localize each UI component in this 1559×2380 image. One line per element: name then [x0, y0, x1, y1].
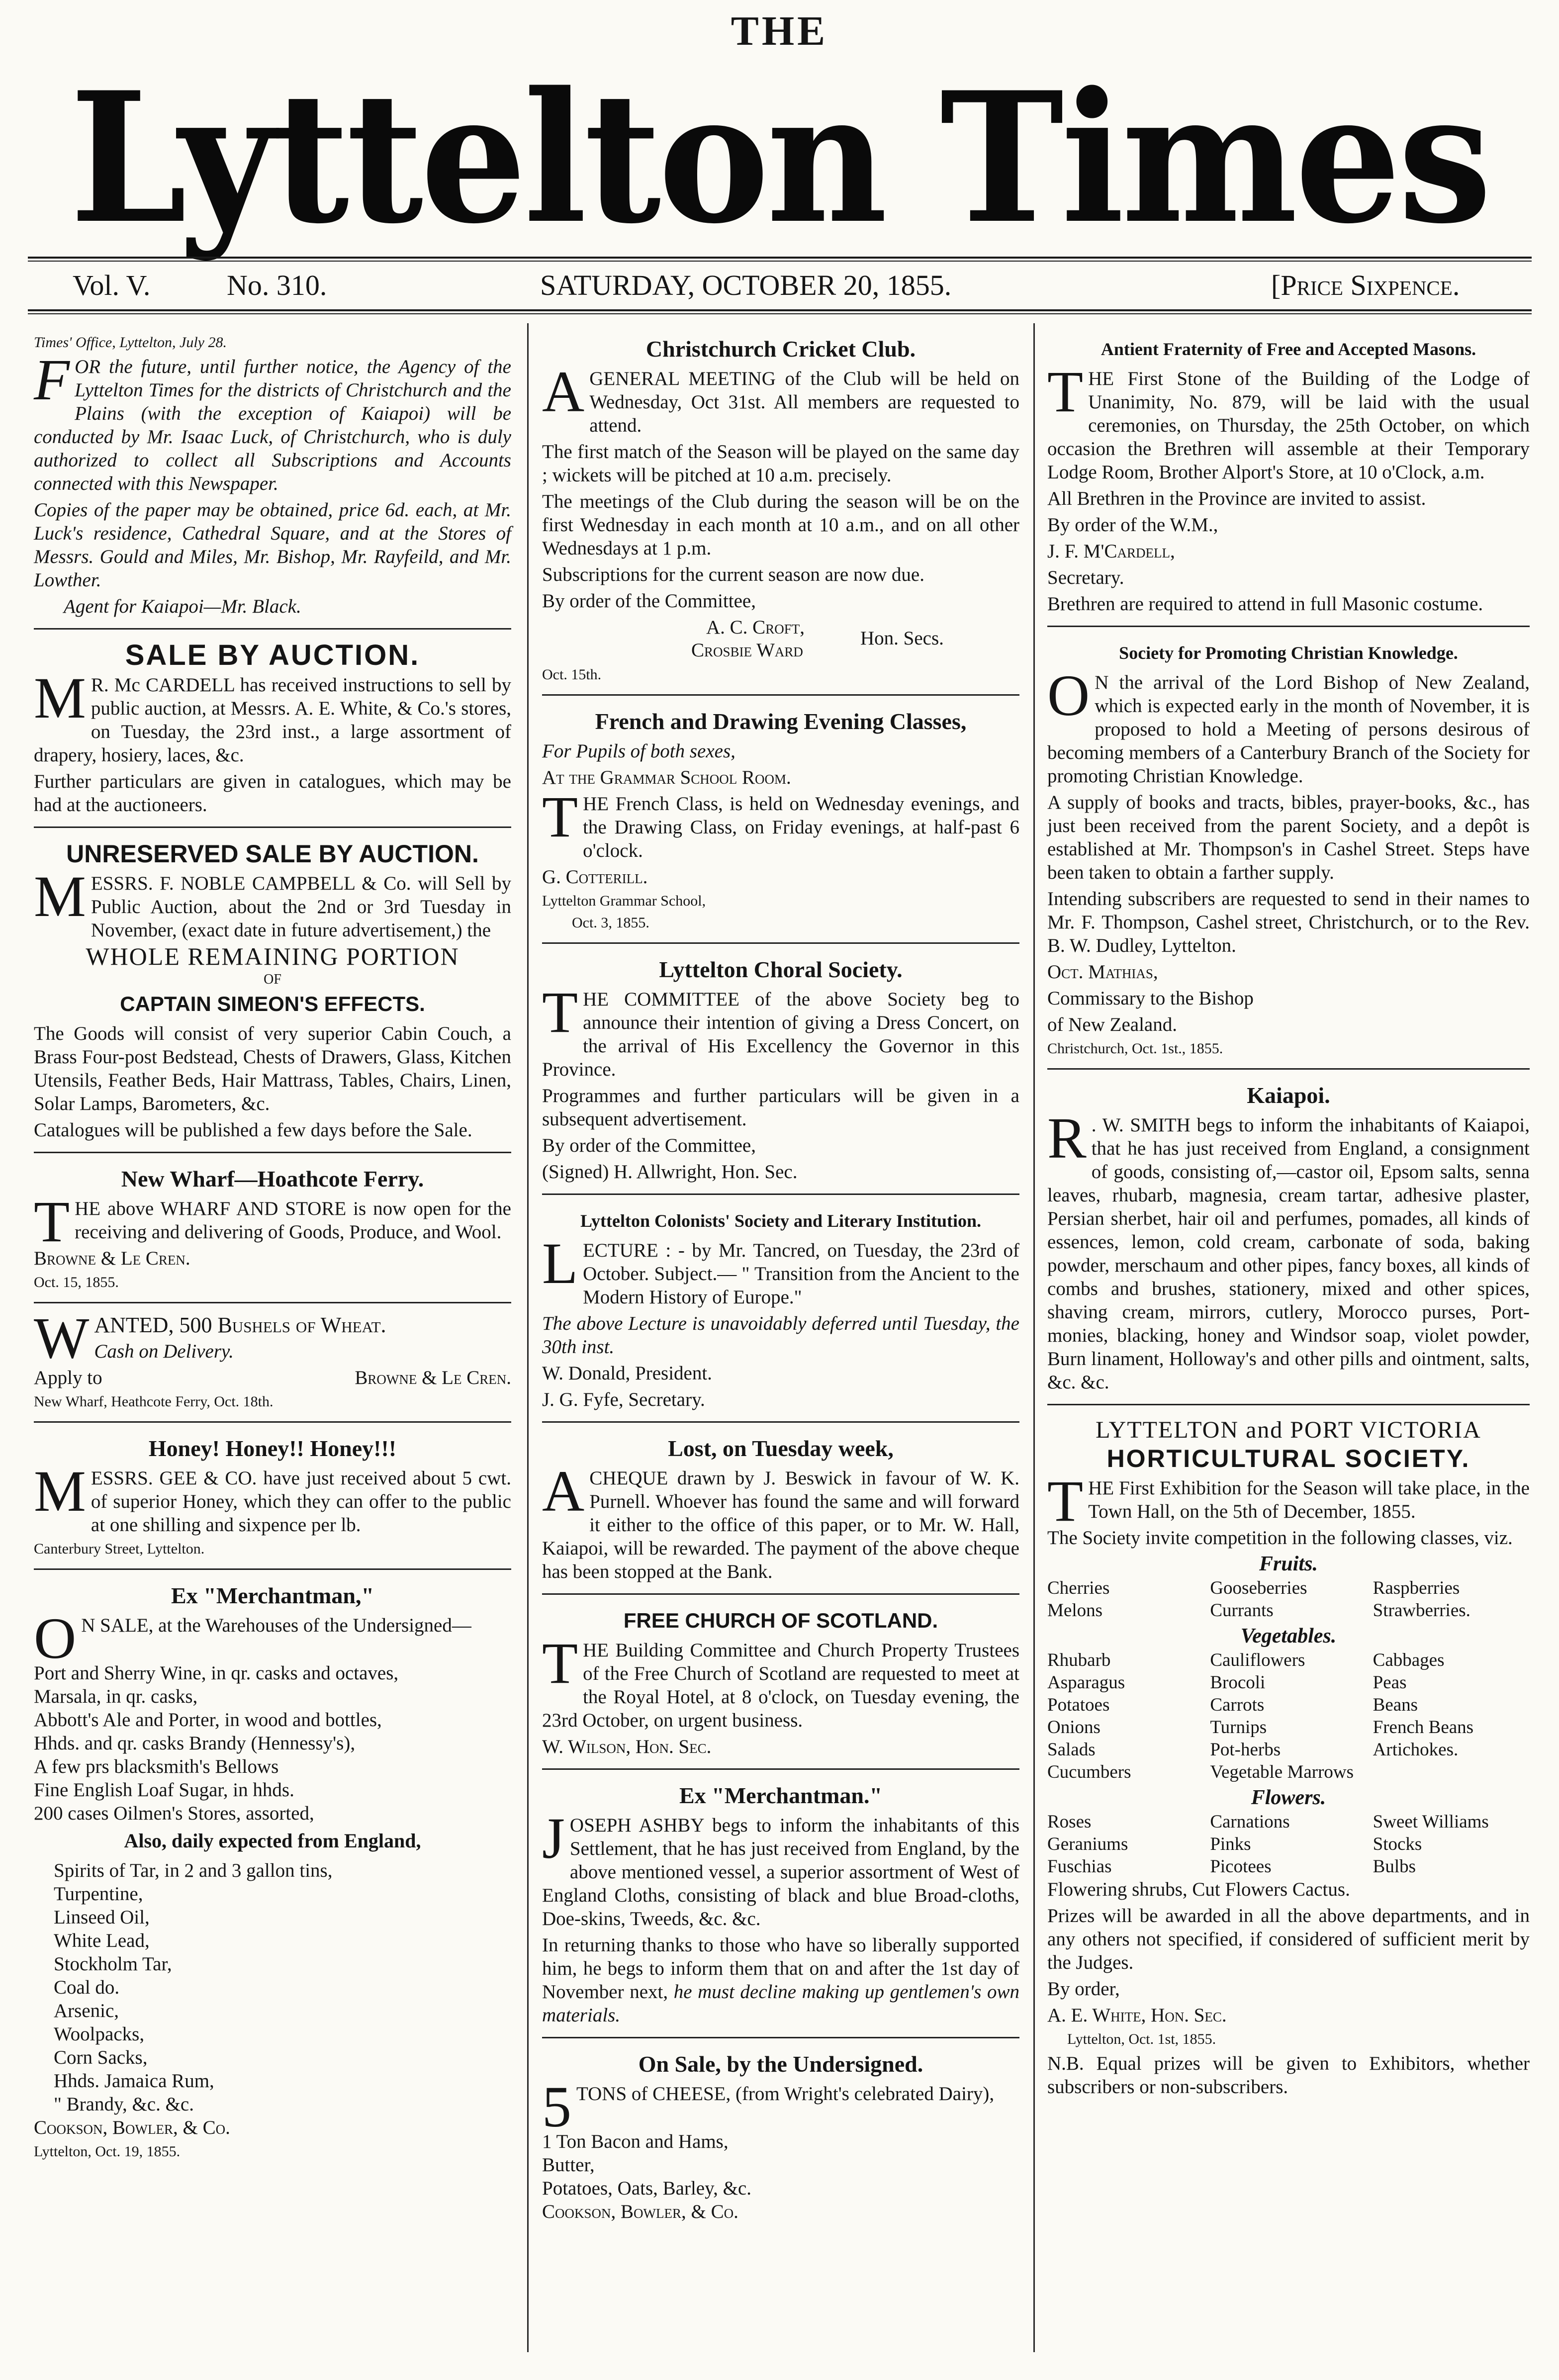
- masthead-the: THE: [731, 8, 828, 54]
- drop-cap: O: [34, 1606, 77, 1671]
- sale-heading: SALE BY AUCTION.: [125, 639, 420, 671]
- list-item: Cherries: [1047, 1578, 1110, 1598]
- ashby-thanks: In returning thanks to those who have so liberally supported him, he begs to inform them that on and after the 1st day of November next,: [542, 1934, 1019, 2003]
- french-drawing-classes: [542, 701, 1019, 944]
- issue-date: SATURDAY, OCTOBER 20, 1855.: [540, 269, 952, 301]
- ashby-heading: Ex "Merchantman.": [679, 1783, 882, 1808]
- wanted-apply: Apply to: [34, 1367, 102, 1388]
- list-item: " Brandy, &c. &c.: [54, 2094, 194, 2115]
- wharf-body: HE above WHARF AND STORE is now open for the receiving and delivering of Goods, Produce, and Wool.: [75, 1198, 511, 1243]
- price: [Price Sixpence.: [1271, 269, 1460, 301]
- cricket-hon-secs: Hon. Secs.: [860, 628, 944, 649]
- list-item: Hhds. Jamaica Rum,: [54, 2070, 214, 2092]
- newspaper-title: Lyttelton Times: [70, 53, 1489, 263]
- free-church: [542, 1600, 1019, 1770]
- wanted-signature: Browne & Le Cren.: [355, 1367, 511, 1388]
- french-signature: G. Cotterill.: [542, 866, 648, 888]
- list-item: Roses: [1047, 1812, 1092, 1832]
- wharf-heading: New Wharf—Hoathcote Ferry.: [121, 1166, 424, 1191]
- drop-cap: M: [34, 1459, 86, 1524]
- cricket-signatures: [542, 616, 1019, 665]
- list-item: Turpentine,: [54, 1883, 143, 1905]
- unreserved-goods: The Goods will consist of very superior Cabin Couch, a Brass Four-post Bedstead, Chests of Drawers, Glass, Kitchen Utensils, Feather Beds, Hair Mattrass, Tables, Chairs, Linen, Solar Lamps, Barometers, &c.: [34, 1023, 511, 1114]
- drop-cap: T: [1047, 1468, 1084, 1534]
- list-item: Cauliflowers: [1210, 1650, 1305, 1670]
- cricket-club: [542, 328, 1019, 696]
- list-item: Strawberries.: [1373, 1600, 1470, 1621]
- list-item: Corn Sacks,: [54, 2047, 148, 2068]
- masons-invite: All Brethren in the Province are invited to assist.: [1047, 488, 1426, 509]
- kaiapoi-heading: Kaiapoi.: [1247, 1083, 1330, 1108]
- list-item: Beans: [1373, 1695, 1418, 1715]
- of-label: OF: [264, 972, 281, 987]
- list-item: Brocoli: [1210, 1672, 1266, 1693]
- horticultural-invite: The Society invite competition in the following classes, viz.: [1047, 1527, 1513, 1549]
- list-item: Bulbs: [1373, 1856, 1416, 1877]
- horticultural-order: By order,: [1047, 1978, 1120, 2000]
- spck-date: Christchurch, Oct. 1st., 1855.: [1047, 1040, 1223, 1057]
- volume: Vol. V.: [73, 269, 151, 301]
- spck-sig-nz: of New Zealand.: [1047, 1014, 1177, 1035]
- masons-notice: [1047, 328, 1530, 627]
- list-item: Woolpacks,: [54, 2023, 145, 2045]
- cheese-heading: On Sale, by the Undersigned.: [638, 2051, 923, 2077]
- cheese-body: TONS of CHEESE, (from Wright's celebrated Dairy),: [576, 2083, 995, 2105]
- wanted-body: ANTED, 500 Bushels of Wheat.: [94, 1313, 386, 1337]
- list-item: Salads: [1047, 1739, 1096, 1760]
- horticultural-date: Lyttelton, Oct. 1st, 1855.: [1067, 2031, 1216, 2047]
- list-item: French Beans: [1373, 1717, 1474, 1738]
- spck-sig-commissary: Commissary to the Bishop: [1047, 988, 1254, 1009]
- wanted-wheat: [34, 1305, 511, 1423]
- merchantman-signature: Cookson, Bowler, & Co.: [34, 2117, 230, 2138]
- spck-subscribers: Intending subscribers are requested to send in their names to Mr. F. Thompson, Cashel street, Christchurch, or to the Rev. B. W. Dudley, Lyttelton.: [1047, 888, 1530, 956]
- spck-sig-mathias: Oct. Mathias,: [1047, 961, 1158, 983]
- masons-order: By order of the W.M.,: [1047, 514, 1218, 536]
- horticultural-body: HE First Exhibition for the Season will take place, in the Town Hall, on the 5th of December, 1855.: [1088, 1477, 1530, 1522]
- list-item: Spirits of Tar, in 2 and 3 gallon tins,: [54, 1860, 333, 1881]
- drop-cap: 5: [542, 2074, 571, 2139]
- drop-cap: A: [542, 1459, 585, 1524]
- column-1: [34, 328, 511, 2176]
- cricket-sig-ward: Crosbie Ward: [691, 640, 803, 661]
- list-item: Linseed Oil,: [54, 1907, 150, 1928]
- merchantman-body: N SALE, at the Warehouses of the Undersigned—: [81, 1615, 471, 1636]
- horticultural-society: [1047, 1410, 1530, 2108]
- dateline-rule-thin: [28, 313, 1532, 314]
- freechurch-signature: W. Wilson, Hon. Sec.: [542, 1736, 712, 1757]
- list-item: Port and Sherry Wine, in qr. casks and octaves,: [34, 1662, 399, 1684]
- ashby-decline: he must decline making up gentlemen's own materials.: [542, 1981, 1019, 2026]
- list-item: Arsenic,: [54, 2000, 119, 2021]
- list-item: White Lead,: [54, 1930, 150, 1951]
- choral-signature: (Signed) H. Allwright, Hon. Sec.: [542, 1161, 798, 1183]
- choral-body: HE COMMITTEE of the above Society beg to announce their intention of giving a Dress Concert, on the arrival of His Excellency the Governor in this Province.: [542, 989, 1019, 1080]
- drop-cap: J: [542, 1806, 565, 1871]
- list-item: Coal do.: [54, 1977, 120, 1998]
- lost-body: CHEQUE drawn by J. Beswick in favour of W. K. Purnell. Whoever has found the same and will forward it either to the office of this paper, or to Mr. W. Hall, Kaiapoi, will be rewarded. The payment of the above cheque has been stopped at the Bank.: [542, 1467, 1019, 1582]
- drop-cap: T: [34, 1189, 70, 1254]
- list-item: Stockholm Tar,: [54, 1953, 172, 1975]
- kaiapoi-body: . W. SMITH begs to inform the inhabitants of Kaiapoi, that he has just received from England, a consignment of goods, consisting of,—castor oil, Epsom salts, senna leaves, rhubarb, magnesia, cream tartar, adhesive plaster, Persian sherbet, hair oil and perfumes, pomades, all kinds of essences, lemon, cold cream, carbonate of soda, baking powder, merschaum and other pipes, fancy boxes, all kinds of combs and brushes, stationery, mixed and other spices, shaving cream, mirrors, cutlery, Morocco purses, Port-monies, blacking, honey and Windsor soap, violet powder, Burn linament, Holloway's and other pills and ointment, salts, &c. &c.: [1047, 1114, 1530, 1393]
- cricket-sig-croft: A. C. Croft,: [706, 617, 805, 638]
- drop-cap: O: [1047, 663, 1090, 728]
- column-2: [542, 328, 1019, 2238]
- cheese-signature: Cookson, Bowler, & Co.: [542, 2201, 738, 2222]
- spck-heading: Society for Promoting Christian Knowledge.: [1119, 643, 1458, 663]
- wharf-signature: Browne & Le Cren.: [34, 1248, 190, 1269]
- horticultural-flowering: Flowering shrubs, Cut Flowers Cactus.: [1047, 1879, 1350, 1900]
- spck-supply: A supply of books and tracts, bibles, prayer-books, &c., has just been received from the parent Society, and a depôt is established at Mr. Thompson's in Cashel Street. Steps have been taken to obtain a farther supply.: [1047, 792, 1530, 883]
- horticultural-nb: N.B. Equal prizes will be given to Exhibitors, whether subscribers or non-subscribers.: [1047, 2053, 1530, 2098]
- list-item: Peas: [1373, 1672, 1407, 1693]
- cricket-order: By order of the Committee,: [542, 590, 756, 612]
- whole-remaining-portion: WHOLE REMAINING PORTION: [86, 942, 459, 970]
- ashby-body: OSEPH ASHBY begs to inform the inhabitants of this Settlement, that he has just received from England, by the above mentioned vessel, a superior assortment of West of England Cloths, consisting of black and blue Broad-cloths, Doe-skins, Tweeds, &c. &c.: [542, 1815, 1019, 1929]
- masons-signature: J. F. M'Cardell,: [1047, 541, 1175, 562]
- freechurch-heading: FREE CHURCH OF SCOTLAND.: [623, 1609, 938, 1632]
- spck-notice: [1047, 632, 1530, 1070]
- masons-body: HE First Stone of the Building of the Lodge of Unanimity, No. 879, will be laid with the usual ceremonies, on Thursday, the 25th October, on which occasion the Brethren will assemble at their Temporary Lodge Room, Brother Alport's Store, at 10 o'Clock, a.m.: [1047, 368, 1530, 483]
- horticultural-prizes: Prizes will be awarded in all the above departments, and in any others not specified, if considered of sufficient merit by the Judges.: [1047, 1905, 1530, 1973]
- honey-body: ESSRS. GEE & CO. have just received about 5 cwt. of superior Honey, which they can offer to the public at one shilling and sixpence per lb.: [91, 1467, 511, 1536]
- sale-further: Further particulars are given in catalogues, which may be had at the auctioneers.: [34, 771, 511, 816]
- french-sub: For Pupils of both sexes,: [542, 740, 735, 762]
- cricket-subscriptions: Subscriptions for the current season are now due.: [542, 564, 924, 585]
- list-item: Geraniums: [1047, 1834, 1128, 1854]
- colonists-deferred: The above Lecture is unavoidably deferred until Tuesday, the 30th inst.: [542, 1313, 1019, 1358]
- honey-ad: [34, 1428, 511, 1570]
- unreserved-sale: [34, 833, 511, 1153]
- list-item: Gooseberries: [1210, 1578, 1307, 1598]
- masons-costume: Brethren are required to attend in full Masonic costume.: [1047, 593, 1483, 615]
- list-item: Carnations: [1210, 1812, 1290, 1832]
- french-heading: French and Drawing Evening Classes,: [595, 709, 967, 734]
- vegetables-list: [1047, 1649, 1530, 1783]
- list-item: Marsala, in qr. casks,: [34, 1686, 198, 1707]
- sale-by-auction: [34, 635, 511, 828]
- masons-secretary: Secretary.: [1047, 567, 1124, 588]
- agency-notice: [34, 328, 511, 630]
- list-item: Hhds. and qr. casks Brandy (Hennessy's),: [34, 1733, 356, 1754]
- french-body: HE French Class, is held on Wednesday evenings, and the Drawing Class, on Friday evenings, at half-past 6 o'clock.: [583, 793, 1019, 861]
- french-place: At the Grammar School Room.: [542, 767, 791, 788]
- drop-cap: T: [542, 1631, 578, 1696]
- list-item: Turnips: [1210, 1717, 1267, 1738]
- captain-simeons-effects: CAPTAIN SIMEON'S EFFECTS.: [120, 992, 425, 1015]
- merchantman-items: [34, 1661, 511, 1825]
- horticultural-heading-2: HORTICULTURAL SOCIETY.: [1106, 1445, 1470, 1472]
- merchantman-date: Lyttelton, Oct. 19, 1855.: [34, 2143, 181, 2160]
- list-item: Raspberries: [1373, 1578, 1460, 1598]
- cricket-date: Oct. 15th.: [542, 666, 602, 683]
- list-item: Pot-herbs: [1210, 1739, 1281, 1760]
- list-item: Potatoes, Oats, Barley, &c.: [542, 2178, 751, 2199]
- list-item: Fine English Loaf Sugar, in hhds.: [34, 1779, 294, 1801]
- column-divider-1: [527, 323, 529, 2352]
- cricket-first-match: The first match of the Season will be played on the same day ; wickets will be pitched at 10 a.m. precisely.: [542, 441, 1019, 486]
- list-item: Potatoes: [1047, 1695, 1110, 1715]
- merchantman-heading: Ex "Merchantman,": [171, 1583, 374, 1608]
- dateline-rule: [28, 309, 1532, 311]
- drop-cap: W: [34, 1305, 90, 1371]
- issue-number: No. 310.: [227, 269, 327, 301]
- drop-cap: A: [542, 359, 585, 424]
- cheese-sale: [542, 2043, 1019, 2233]
- agency-copies: Copies of the paper may be obtained, price 6d. each, at Mr. Luck's residence, Cathedral Square, and at the Stores of Messrs. Gould and Miles, Mr. Bishop, Mr. Rayfeild, and Mr. Lowther.: [34, 499, 511, 591]
- colonists-president: W. Donald, President.: [542, 1363, 712, 1384]
- choral-heading: Lyttelton Choral Society.: [659, 957, 903, 982]
- list-item: Onions: [1047, 1717, 1100, 1738]
- agency-body: OR the future, until further notice, the Agency of the Lyttelton Times for the districts of Christchurch and the Plains (with the exception of Kaiapoi) will be conducted by Mr. Isaac Luck, of Christchurch, who is duly authorized to collect all Subscriptions and Accounts connected with this Newspaper.: [34, 356, 511, 494]
- list-item: Butter,: [542, 2154, 595, 2176]
- new-wharf: [34, 1158, 511, 1303]
- fruits-label: Fruits.: [1259, 1553, 1318, 1575]
- agency-kaiapoi: Agent for Kaiapoi—Mr. Black.: [64, 596, 301, 617]
- merchantman-items-expected: [34, 1859, 511, 2116]
- drop-cap: M: [34, 864, 86, 929]
- list-item: Carrots: [1210, 1695, 1265, 1715]
- agency-dateline: Times' Office, Lyttelton, July 28.: [34, 334, 227, 351]
- merchantman-sale: [34, 1575, 511, 2171]
- column-divider-2: [1033, 323, 1035, 2352]
- drop-cap: T: [542, 980, 578, 1045]
- honey-heading: Honey! Honey!! Honey!!!: [148, 1436, 397, 1461]
- list-item: Artichokes.: [1373, 1739, 1459, 1760]
- french-date: Oct. 3, 1855.: [572, 915, 649, 931]
- unreserved-catalogues: Catalogues will be published a few days before the Sale.: [34, 1119, 472, 1141]
- drop-cap: R: [1047, 1105, 1087, 1171]
- choral-society: [542, 949, 1019, 1195]
- french-school: Lyttelton Grammar School,: [542, 893, 706, 909]
- choral-programmes: Programmes and further particulars will be given in a subsequent advertisement.: [542, 1085, 1019, 1130]
- masons-heading: Antient Fraternity of Free and Accepted Masons.: [1100, 339, 1476, 359]
- list-item: Abbott's Ale and Porter, in wood and bottles,: [34, 1709, 382, 1731]
- wanted-date: New Wharf, Heathcote Ferry, Oct. 18th.: [34, 1393, 274, 1410]
- list-item: Pinks: [1210, 1834, 1251, 1854]
- drop-cap: M: [34, 665, 86, 731]
- lost-cheque: [542, 1428, 1019, 1595]
- colonists-heading: Lyttelton Colonists' Society and Literary Institution.: [580, 1211, 982, 1231]
- kaiapoi-smith: [1047, 1075, 1530, 1405]
- masthead-rule-top: [28, 257, 1532, 259]
- flowers-label: Flowers.: [1251, 1786, 1326, 1809]
- list-item: Fuschias: [1047, 1856, 1112, 1877]
- list-item: Sweet Williams: [1373, 1812, 1489, 1832]
- lost-heading: Lost, on Tuesday week,: [668, 1436, 894, 1461]
- column-3: [1047, 328, 1530, 2113]
- list-item: Melons: [1047, 1600, 1102, 1621]
- list-item: Vegetable Marrows: [1210, 1762, 1354, 1782]
- colonists-secretary: J. G. Fyfe, Secretary.: [542, 1389, 705, 1410]
- fruits-list: [1047, 1577, 1530, 1622]
- list-item: A few prs blacksmith's Bellows: [34, 1756, 279, 1777]
- horticultural-signature: A. E. White, Hon. Sec.: [1047, 2005, 1227, 2026]
- list-item: Asparagus: [1047, 1672, 1125, 1693]
- honey-date: Canterbury Street, Lyttelton.: [34, 1541, 205, 1557]
- vegetables-label: Vegetables.: [1240, 1625, 1337, 1648]
- drop-cap: F: [34, 347, 70, 412]
- ashby-ad: [542, 1775, 1019, 2038]
- list-item: Cucumbers: [1047, 1762, 1131, 1782]
- list-item: Rhubarb: [1047, 1650, 1111, 1670]
- unreserved-heading: UNRESERVED SALE BY AUCTION.: [66, 840, 479, 868]
- masthead-rule-top-thin: [28, 261, 1532, 262]
- sale-body: R. Mc CARDELL has received instructions to sell by public auction, at Messrs. A. E. White, & Co.'s stores, on Tuesday, the 23rd inst., a large assortment of drapery, hosiery, laces, &c.: [34, 674, 511, 766]
- spck-body: N the arrival of the Lord Bishop of New Zealand, which is expected early in the month of November, it is proposed to hold a Meeting of persons desirous of becoming members of a Canterbury Branch of the Society for promoting Christian Knowledge.: [1047, 672, 1530, 787]
- horticultural-heading-1: LYTTELTON and PORT VICTORIA: [1096, 1417, 1481, 1443]
- drop-cap: L: [542, 1231, 578, 1296]
- cricket-body: GENERAL MEETING of the Club will be held on Wednesday, Oct 31st. All members are requested to attend.: [589, 368, 1019, 436]
- list-item: Currants: [1210, 1600, 1274, 1621]
- choral-order: By order of the Committee,: [542, 1135, 756, 1156]
- cheese-items: [542, 2130, 1019, 2200]
- dateline: [28, 266, 1532, 310]
- list-item: 1 Ton Bacon and Hams,: [542, 2131, 729, 2152]
- cricket-meetings: The meetings of the Club during the season will be on the first Wednesday in each month at 10 a.m., and on all other Wednesdays at 1 p.m.: [542, 491, 1019, 559]
- merchantman-also: Also, daily expected from England,: [124, 1830, 421, 1852]
- wanted-cash: Cash on Delivery.: [94, 1341, 234, 1362]
- drop-cap: T: [542, 784, 578, 849]
- colonists-society: [542, 1200, 1019, 1423]
- colonists-body: ECTURE : - by Mr. Tancred, on Tuesday, the 23rd of October. Subject.— " Transition from the Ancient to the Modern History of Europe.": [583, 1240, 1019, 1308]
- list-item: 200 cases Oilmen's Stores, assorted,: [34, 1803, 314, 1824]
- unreserved-body: ESSRS. F. NOBLE CAMPBELL & Co. will Sell by Public Auction, about the 2nd or 3rd Tuesday in November, (exact date in future advertisement,) the: [91, 873, 511, 941]
- drop-cap: T: [1047, 359, 1084, 424]
- list-item: Picotees: [1210, 1856, 1272, 1877]
- wharf-date: Oct. 15, 1855.: [34, 1274, 119, 1290]
- list-item: Stocks: [1373, 1834, 1422, 1854]
- cricket-heading: Christchurch Cricket Club.: [645, 336, 916, 362]
- flowers-list: [1047, 1811, 1530, 1878]
- freechurch-body: HE Building Committee and Church Property Trustees of the Free Church of Scotland are requested to meet at the Royal Hotel, at 8 o'clock, on Tuesday evening, the 23rd October, on urgent business.: [542, 1640, 1019, 1731]
- list-item: Cabbages: [1373, 1650, 1445, 1670]
